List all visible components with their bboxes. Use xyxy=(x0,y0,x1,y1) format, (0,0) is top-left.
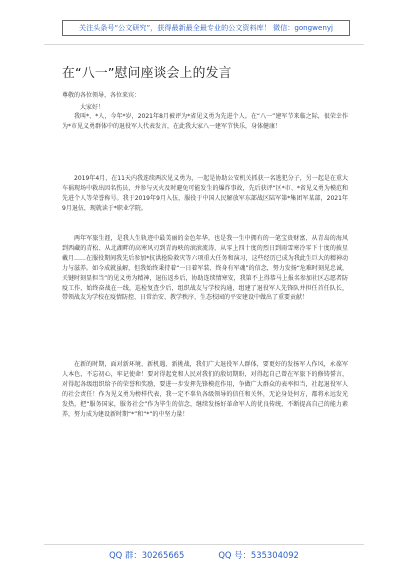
page-title: 在“八一”慰问座谈会上的发言 xyxy=(62,66,232,81)
header-divider xyxy=(44,44,364,45)
paragraph-2: 2019年4月，在11天内我连续两次见义勇为，一起是协助公安机关抓获一名逃犯分子，另一起是在重大车祸现场中救出因名伤员，并参与灭火及时避免可能发生的爆炸事故，先后获评“区*市、*省见义勇为模范和先进个人等荣誉称号。我于2019年9月入伍，服役于中国人民解放军东部战区陆军第*集团军某部，2021年9月退伍，现就读于*职业学院。 xyxy=(62,175,348,212)
paragraph-3: 两年军旅生涯，是我人生轨迹中最美丽的金色年华，也是我一生中拥有的一笔宝贵财富，从青岛的海风到西藏的青松、从北湖畔的高寒风刃到青海峡的滚滚流涛、从零上四十度的烈日到雨雪寒冷零下十度的披星戴月……在服役期间我先后参加*抗洪抢险救灾等六项重大任务和演习，这些经历已成为我此生巨大的精神动力与滋养。如今成就虽解，但我始终秉持着“一日着军装、终身有军魂”的信念，努力发扬“危难时刻见忠诚，关键时刻显担当”的见义勇为精神，退伍返乡后，协助连续情寒安，我第不上得恭马上报名参加社区志愿者防疫工作，始终奋战在一线，巡检复查少后，组织战友与学校沟通，组建了退役军人先锋队并担任首任队长，带领战友为学校在疫情防控、日常治安、教学秩序、生态校园的平安建设中做出了重要贡献！ xyxy=(62,235,348,302)
banner-text: 关注头条号“公文研究”，获得最新最全最专业的公文资料库！ 微信：gongwenyj xyxy=(79,23,333,32)
paragraph-4: 在新的时期，面对新环境、新机遇、新挑战，我们广大退役军人群体，要更好的发扬军人作风，永葆军人本色，不忘初心，牢记使命！要对得起党和人民对我们的殷切期盼，对得起自己曾在军旅下的修铸誓言，对得起各级组织给予的荣誉和奖励，要进一步发挥先锋模范作用，争做广大群众的表率担当，社起退役军人的社会责任！作为见义勇为榜样代表，我一定不辜负各级领导的信任和关怀，无论身处何方，都将永远发光发热，把“服务国家，服务社会”作为毕生的信念，继续发扬好革命军人的优良传统，不断提高自己的能力素养，努力成为建设新时期“*”和“*”的中坚力量！ xyxy=(62,361,348,418)
top-banner xyxy=(62,20,350,36)
salutation: 尊敬的各位领导、各位来宾： xyxy=(62,92,141,99)
qq-number-label: QQ 号：535304092 xyxy=(218,550,299,560)
qq-group-label: QQ 群：30265665 xyxy=(109,550,185,560)
footer xyxy=(0,549,408,563)
greeting: 大家好！ xyxy=(80,104,105,111)
footer-divider xyxy=(44,544,364,545)
paragraph-1: 我叫*、*人，今年*岁，2021年8月被评为*省见义勇为先进个人。在“八一”建军节来临之际，很荣幸作为*市见义勇群体中的退役军人代表发言，在此我大家八一建军节快乐，身体健康！ xyxy=(62,113,348,130)
